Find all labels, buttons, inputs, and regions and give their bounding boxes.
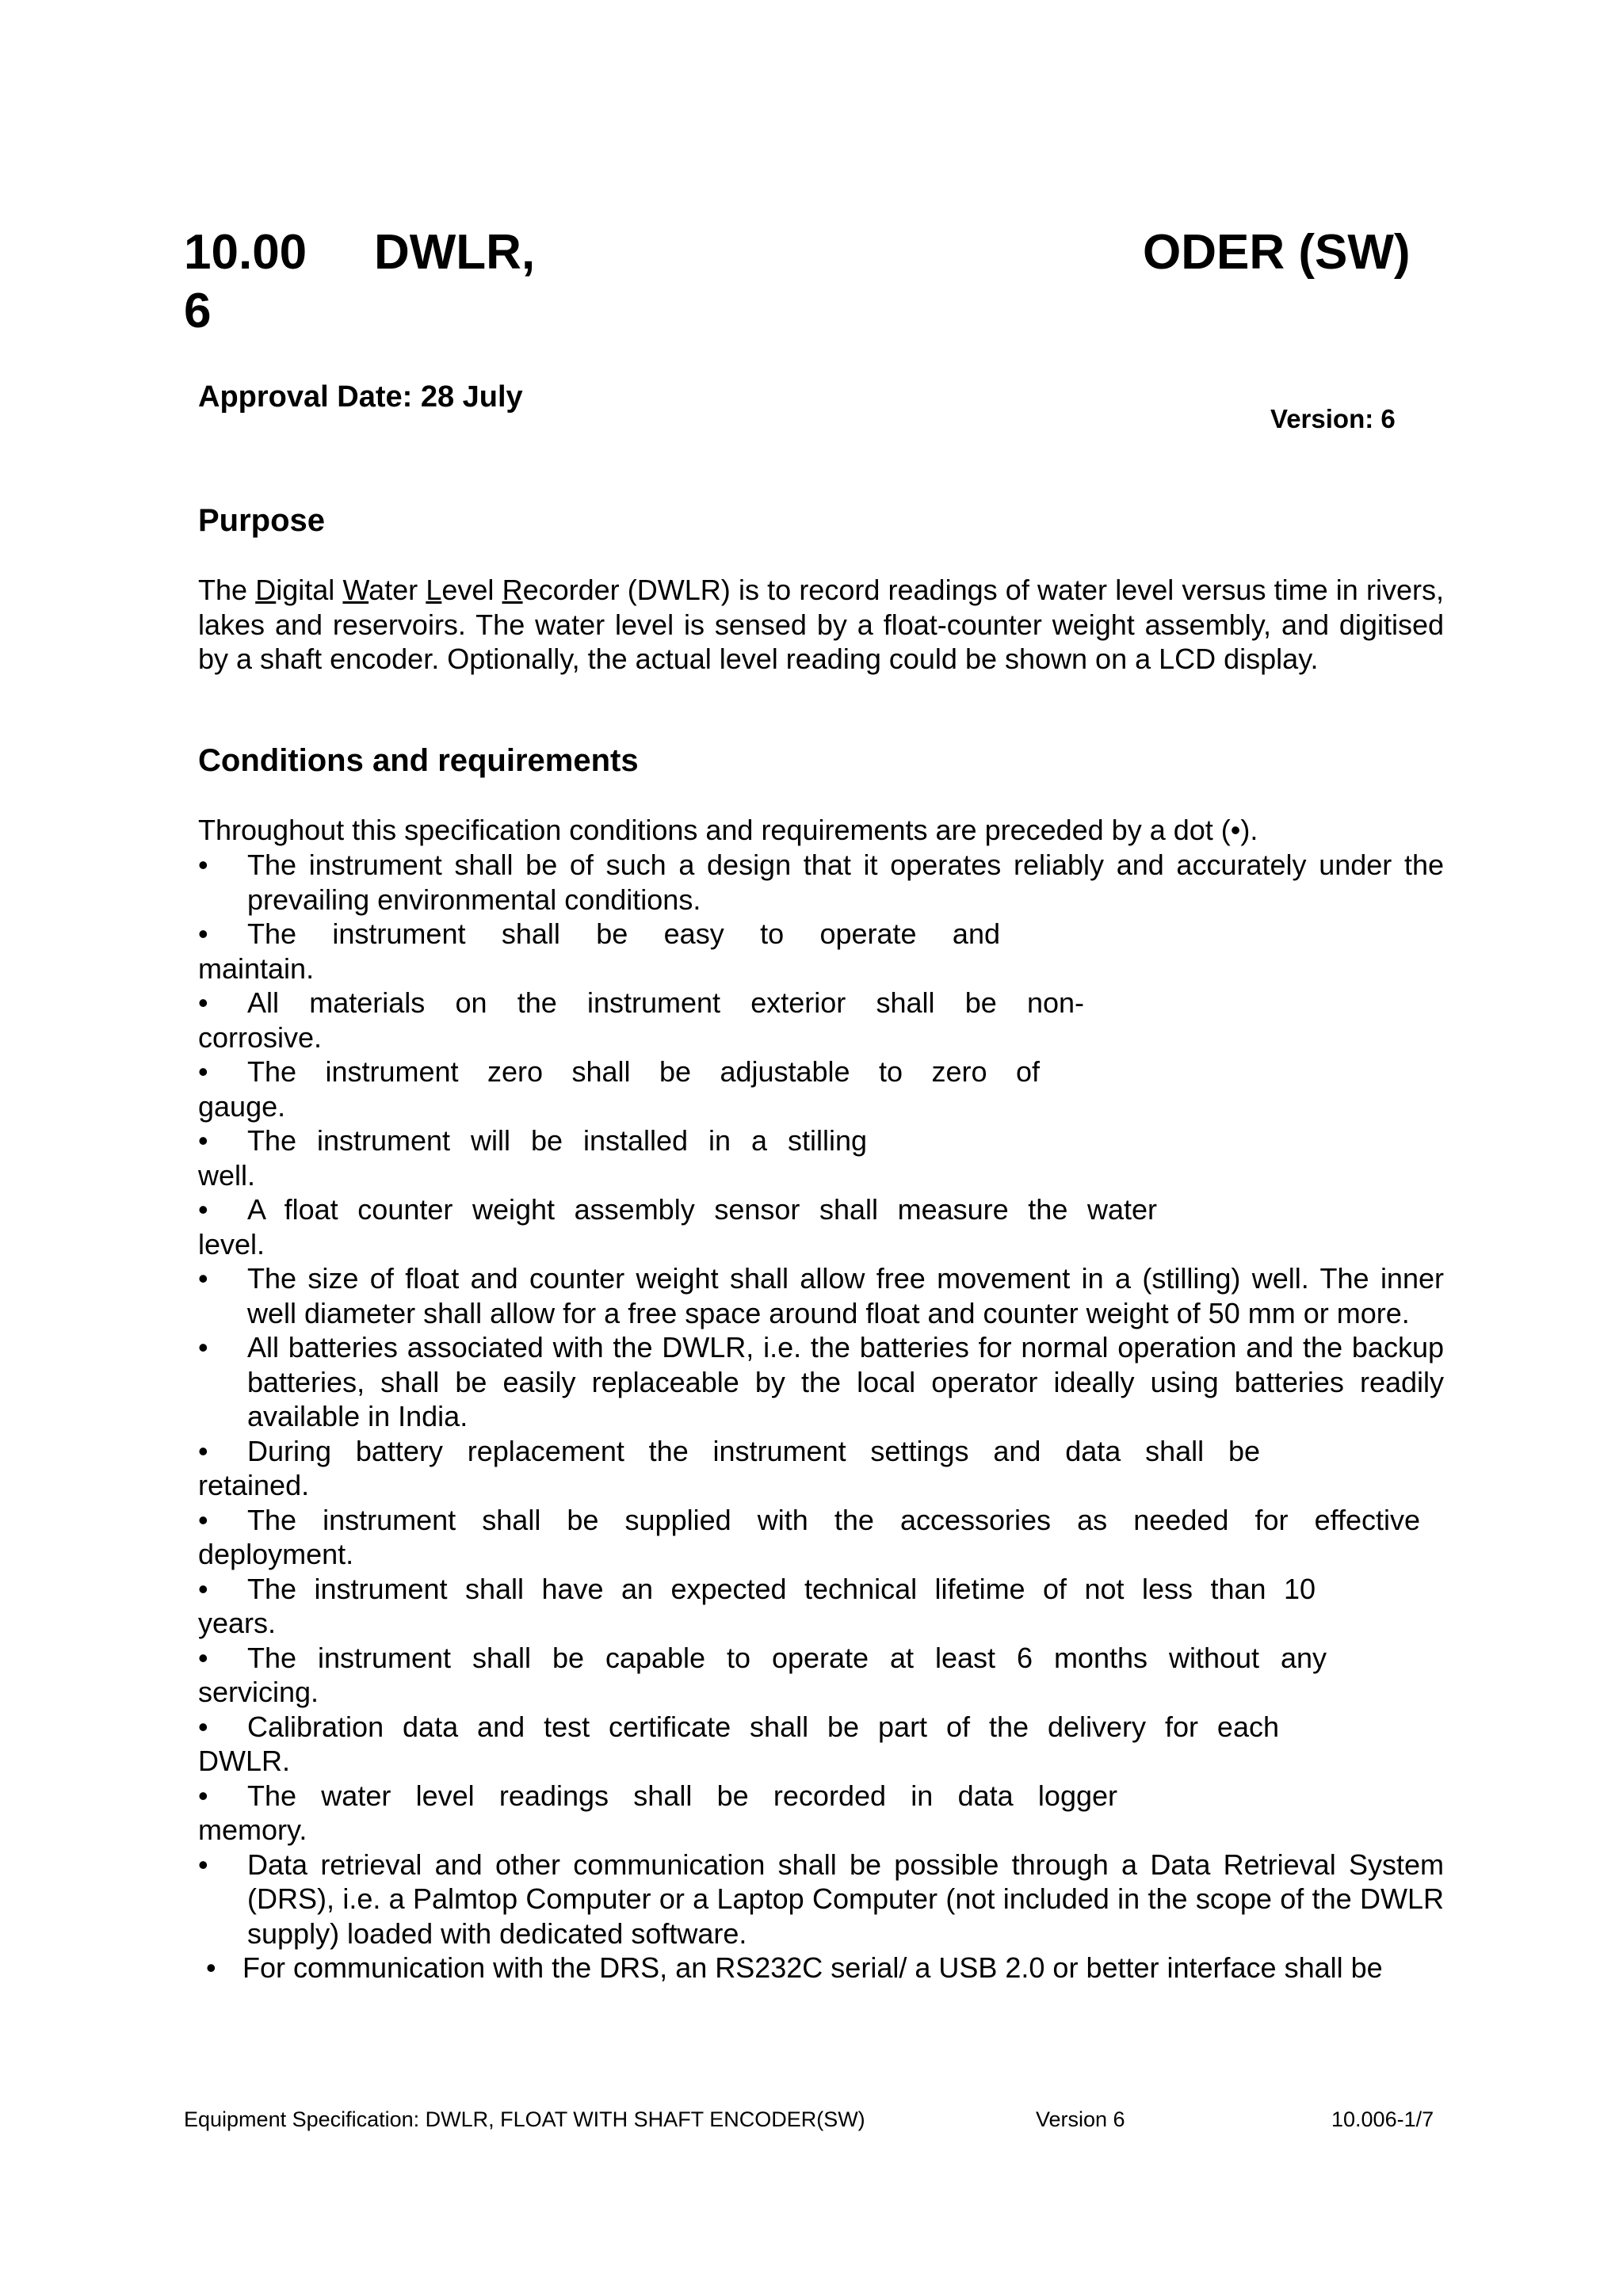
list-item: • The instrument shall be supplied with the accessories as needed for effective — [198, 1503, 1420, 1536]
list-item: • The instrument shall have an expected technical lifetime of not less than 10 — [198, 1572, 1316, 1605]
list-item: • The instrument shall be easy to operate and — [198, 917, 1000, 950]
title-start: DWLR, — [374, 225, 536, 280]
document-title — [184, 223, 1420, 341]
list-item-continuation: years. — [198, 1607, 277, 1639]
list-item-continuation: memory. — [198, 1814, 307, 1846]
footer-version: Version 6 — [1036, 2107, 1125, 2131]
list-item: • Data retrieval and other communication shall be possible through a Data Retrieval System (DRS), i.e. a Palmtop Computer or a Laptop Computer (not included in the scope of the DWLR supply) loaded with dedicated software. — [198, 1848, 1444, 1950]
conditions-heading: Conditions and requirements — [198, 743, 639, 778]
title-end: ODER (SW) — [1143, 225, 1411, 280]
list-item-continuation: gauge. — [198, 1089, 286, 1123]
list-item-continuation: servicing. — [198, 1676, 319, 1708]
list-item: • The instrument shall be capable to operate at least 6 months without any — [198, 1641, 1327, 1674]
requirements-list — [198, 848, 1444, 1985]
title-version-line: 6 — [184, 284, 212, 338]
list-item: • All batteries associated with the DWLR, i.e. the batteries for normal operation and the backup batteries, shall be easily replaceable by the local operator ideally using batteries readily available in India. — [198, 1331, 1444, 1432]
list-item: • For communication with the DRS, an RS232C serial/ a USB 2.0 or better interface shall be — [206, 1951, 1383, 1984]
footer-page-number: 10.006-1/7 — [1331, 2107, 1434, 2131]
list-item: • The instrument zero shall be adjustable to zero of — [198, 1055, 1040, 1088]
list-item: • During battery replacement the instrument settings and data shall be — [198, 1434, 1260, 1467]
list-item: • The instrument will be installed in a stilling — [198, 1124, 867, 1157]
list-item-continuation: retained. — [198, 1469, 310, 1501]
list-item-continuation: DWLR. — [198, 1745, 290, 1777]
list-item-continuation: corrosive. — [198, 1020, 323, 1054]
section-number: 10.00 — [184, 225, 307, 280]
list-item: • The water level readings shall be recorded in data logger — [198, 1779, 1117, 1812]
purpose-heading: Purpose — [198, 503, 326, 538]
list-item: • A float counter weight assembly sensor shall measure the water — [198, 1193, 1157, 1226]
list-item: • The instrument shall be of such a design that it operates reliably and accurately under the prevailing environmental conditions. — [198, 849, 1444, 916]
title-obscured — [535, 225, 1143, 280]
version-label: Version: 6 — [1270, 404, 1396, 433]
list-item-continuation: deployment. — [198, 1538, 354, 1570]
purpose-paragraph: The Digital Water Level Recorder (DWLR) is to record readings of water level versus time in rivers, lakes and reservoirs. The water level is sensed by a float-counter weight assembly, and digitised by a shaft encoder. Optionally, the actual level reading could be shown on a LCD display. — [198, 574, 1444, 675]
list-item: • All materials on the instrument exterior shall be non- — [198, 986, 1084, 1019]
list-item: • Calibration data and test certificate shall be part of the delivery for each — [198, 1710, 1279, 1743]
list-item-continuation: well. — [198, 1158, 256, 1192]
approval-date: Approval Date: 28 July — [198, 380, 523, 414]
list-item: • The size of float and counter weight shall allow free movement in a (stilling) well. The inner well diameter shall allow for a free space around float and counter weight of 50 mm or more. — [198, 1262, 1444, 1329]
list-item-continuation: level. — [198, 1227, 265, 1261]
title-text — [374, 223, 1411, 282]
conditions-intro: Throughout this specification conditions and requirements are preceded by a dot (•). — [198, 814, 1258, 846]
list-item-continuation: maintain. — [198, 952, 315, 985]
footer-spec-title: Equipment Specification: DWLR, FLOAT WITH SHAFT ENCODER(SW) — [184, 2107, 865, 2131]
